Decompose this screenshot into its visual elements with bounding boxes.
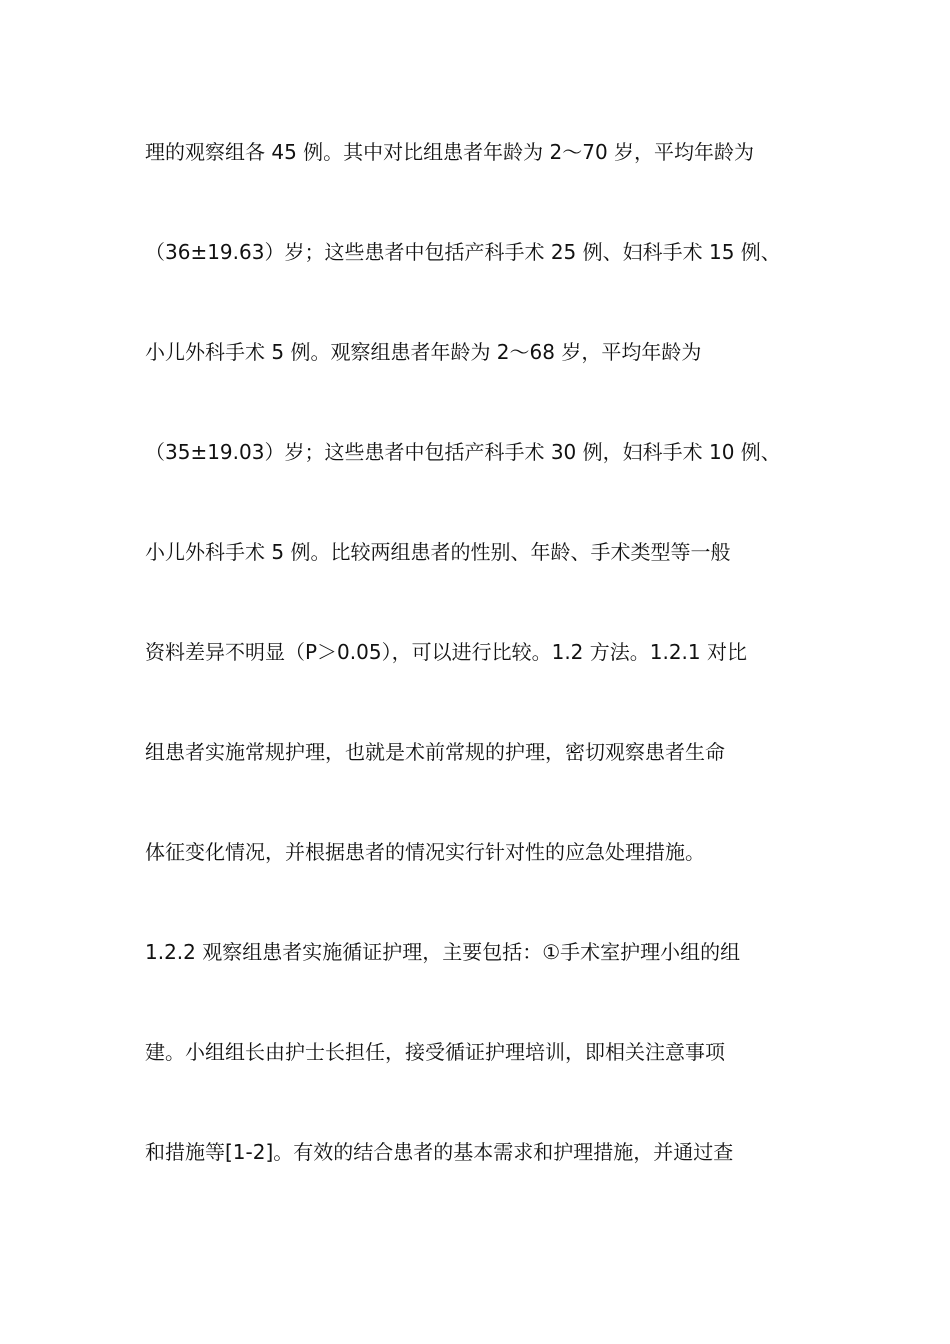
body-text <box>145 128 815 1228</box>
text-line: 组患者实施常规护理，也就是术前常规的护理，密切观察患者生命 <box>145 740 725 764</box>
text-line: （36±19.63）岁；这些患者中包括产科手术 25 例、妇科手术 15 例、 <box>145 240 781 264</box>
text-line: 理的观察组各 45 例。其中对比组患者年龄为 2～70 岁，平均年龄为 <box>145 140 755 164</box>
text-line: 体征变化情况，并根据患者的情况实行针对性的应急处理措施。 <box>145 840 705 864</box>
text-line: 小儿外科手术 5 例。比较两组患者的性别、年龄、手术类型等一般 <box>145 540 731 564</box>
text-line: 资料差异不明显（P＞0.05），可以进行比较。1.2 方法。1.2.1 对比 <box>145 640 748 664</box>
text-line: 建。小组组长由护士长担任，接受循证护理培训，即相关注意事项 <box>145 1040 725 1064</box>
text-line: 小儿外科手术 5 例。观察组患者年龄为 2～68 岁，平均年龄为 <box>145 340 702 364</box>
text-line: （35±19.03）岁；这些患者中包括产科手术 30 例，妇科手术 10 例、 <box>145 440 781 464</box>
text-line: 1.2.2 观察组患者实施循证护理，主要包括：①手术室护理小组的组 <box>145 940 741 964</box>
text-line: 和措施等[1-2]。有效的结合患者的基本需求和护理措施，并通过查 <box>145 1140 734 1164</box>
